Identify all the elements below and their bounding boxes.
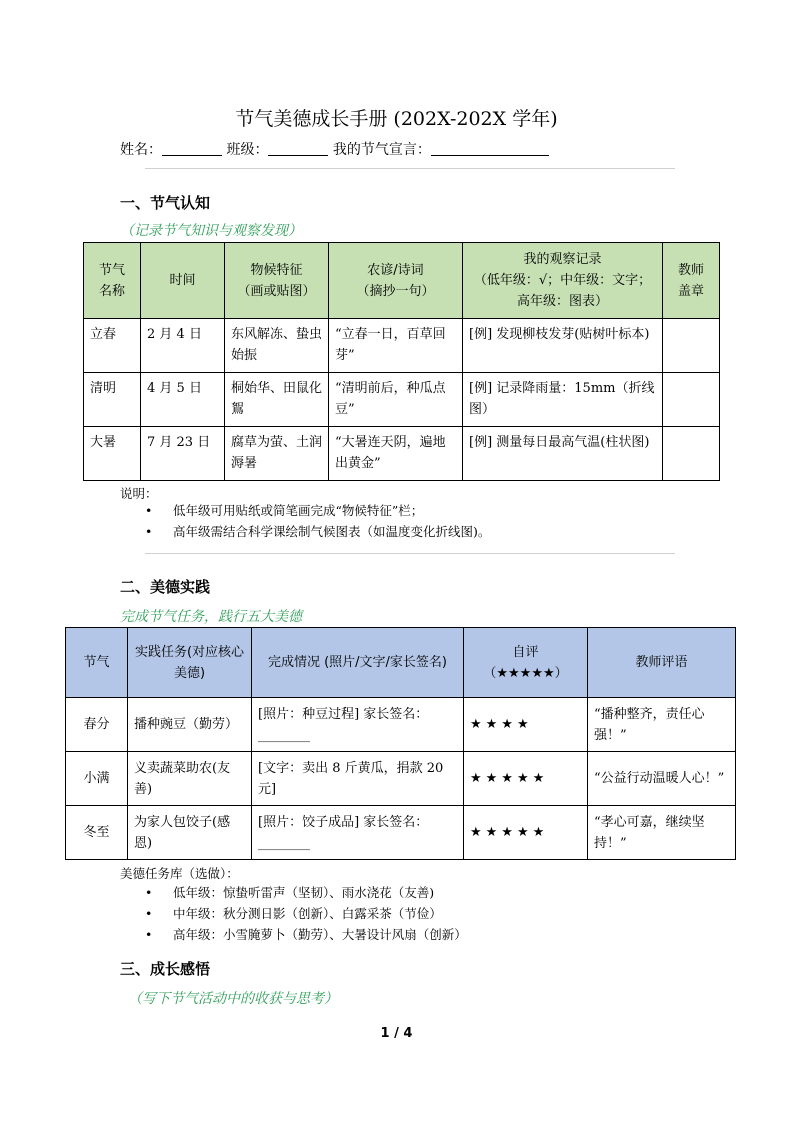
table-row bbox=[84, 427, 720, 481]
column-header: 物候特征 （画或贴图） bbox=[225, 243, 329, 319]
page-number: 1 / 4 bbox=[380, 1026, 413, 1041]
table-cell: 2 月 4 日 bbox=[141, 319, 225, 373]
table-row bbox=[84, 319, 720, 373]
table-cell: 为家人包饺子(感恩) bbox=[128, 806, 252, 860]
name-blank[interactable] bbox=[162, 141, 222, 156]
table-cell: 冬至 bbox=[66, 806, 128, 860]
self-rating-stars: ★★★★ bbox=[464, 698, 588, 752]
info-fields bbox=[120, 139, 549, 159]
class-blank[interactable] bbox=[268, 141, 328, 156]
column-header: 完成情况 (照片/文字/家长签名) bbox=[252, 628, 464, 698]
table-cell: [例] 测量每日最高气温(柱状图) bbox=[463, 427, 663, 481]
column-header: 节气 bbox=[66, 628, 128, 698]
section1-heading: 一、节气认知 bbox=[120, 194, 211, 212]
motto-blank[interactable] bbox=[431, 141, 549, 156]
table-cell bbox=[663, 319, 720, 373]
motto-label: 我的节气宣言： bbox=[332, 142, 431, 158]
column-header: 农谚/诗词 （摘抄一句） bbox=[329, 243, 463, 319]
table-cell: [例] 发现柳枝发芽(贴树叶标本) bbox=[463, 319, 663, 373]
library-label: 美德任务库（选做）： bbox=[120, 866, 239, 881]
table-cell: 大暑 bbox=[84, 427, 141, 481]
note-list bbox=[145, 500, 490, 542]
table-cell: 清明 bbox=[84, 373, 141, 427]
column-header: 实践任务(对应核心美德) bbox=[128, 628, 252, 698]
column-header: 我的观察记录 （低年级：√；中年级：文字； 高年级：图表） bbox=[463, 243, 663, 319]
table-row bbox=[66, 806, 736, 860]
table-cell: [照片：饺子成品] 家长签名：________ bbox=[252, 806, 464, 860]
self-rating-stars: ★★★★★ bbox=[464, 806, 588, 860]
table-cell: “清明前后，种瓜点豆” bbox=[329, 373, 463, 427]
table-cell bbox=[663, 373, 720, 427]
section1-hint: （记录节气知识与观察发现） bbox=[120, 223, 302, 239]
section2-hint: 完成节气任务，践行五大美德 bbox=[120, 609, 302, 625]
library-list bbox=[145, 882, 467, 945]
table-cell: 小满 bbox=[66, 752, 128, 806]
class-label: 班级： bbox=[226, 142, 269, 158]
table-cell: “立春一日，百草回芽” bbox=[329, 319, 463, 373]
list-item: • 低年级可用贴纸或简笔画完成“物候特征”栏； bbox=[145, 500, 490, 521]
list-item: • 高年级：小雪腌萝卜（勤劳）、大暑设计风扇（创新） bbox=[145, 924, 467, 945]
table-cell: “播种整齐，责任心强！” bbox=[588, 698, 736, 752]
table-cell: [文字：卖出 8 斤黄瓜，捐款 20 元] bbox=[252, 752, 464, 806]
table-cell: 东风解冻、蛰虫始振 bbox=[225, 319, 329, 373]
name-label: 姓名： bbox=[120, 142, 162, 158]
table-cell: [照片：种豆过程] 家长签名：________ bbox=[252, 698, 464, 752]
table-cell: 4 月 5 日 bbox=[141, 373, 225, 427]
list-item: • 中年级：秋分测日影（创新）、白露采茶（节俭） bbox=[145, 903, 467, 924]
table-cell: 播种豌豆（勤劳） bbox=[128, 698, 252, 752]
table-row bbox=[66, 698, 736, 752]
section3-hint: （写下节气活动中的收获与思考） bbox=[128, 991, 338, 1007]
table-cell: “公益行动温暖人心！” bbox=[588, 752, 736, 806]
table-cell: 春分 bbox=[66, 698, 128, 752]
list-item: • 低年级：惊蛰听雷声（坚韧）、雨水浇花（友善) bbox=[145, 882, 467, 903]
section3-heading: 三、成长感悟 bbox=[120, 960, 211, 978]
virtue-practice-table bbox=[65, 627, 736, 860]
column-header: 教师评语 bbox=[588, 628, 736, 698]
table-cell bbox=[663, 427, 720, 481]
table-cell: 桐始华、田鼠化鴽 bbox=[225, 373, 329, 427]
column-header: 自评 （★★★★★） bbox=[464, 628, 588, 698]
note-label: 说明： bbox=[120, 486, 158, 501]
table-cell: 立春 bbox=[84, 319, 141, 373]
table-row bbox=[84, 373, 720, 427]
table-cell: 7 月 23 日 bbox=[141, 427, 225, 481]
table-row bbox=[66, 752, 736, 806]
list-item: • 高年级需结合科学课绘制气候图表（如温度变化折线图)。 bbox=[145, 521, 490, 542]
self-rating-stars: ★★★★★ bbox=[464, 752, 588, 806]
column-header: 教师 盖章 bbox=[663, 243, 720, 319]
solar-term-table bbox=[83, 242, 720, 481]
column-header: 节气 名称 bbox=[84, 243, 141, 319]
table-cell: “大暑连天阴，遍地出黄金” bbox=[329, 427, 463, 481]
column-header: 时间 bbox=[141, 243, 225, 319]
divider bbox=[145, 168, 675, 169]
section2-heading: 二、美德实践 bbox=[120, 578, 211, 596]
table-cell: 腐草为萤、土润溽暑 bbox=[225, 427, 329, 481]
divider bbox=[145, 553, 675, 554]
table-cell: “孝心可嘉，继续坚持！” bbox=[588, 806, 736, 860]
page-title: 节气美德成长手册 (202X-202X 学年) bbox=[235, 108, 558, 130]
table-cell: 义卖蔬菜助农(友善) bbox=[128, 752, 252, 806]
table-cell: [例] 记录降雨量：15mm（折线图） bbox=[463, 373, 663, 427]
